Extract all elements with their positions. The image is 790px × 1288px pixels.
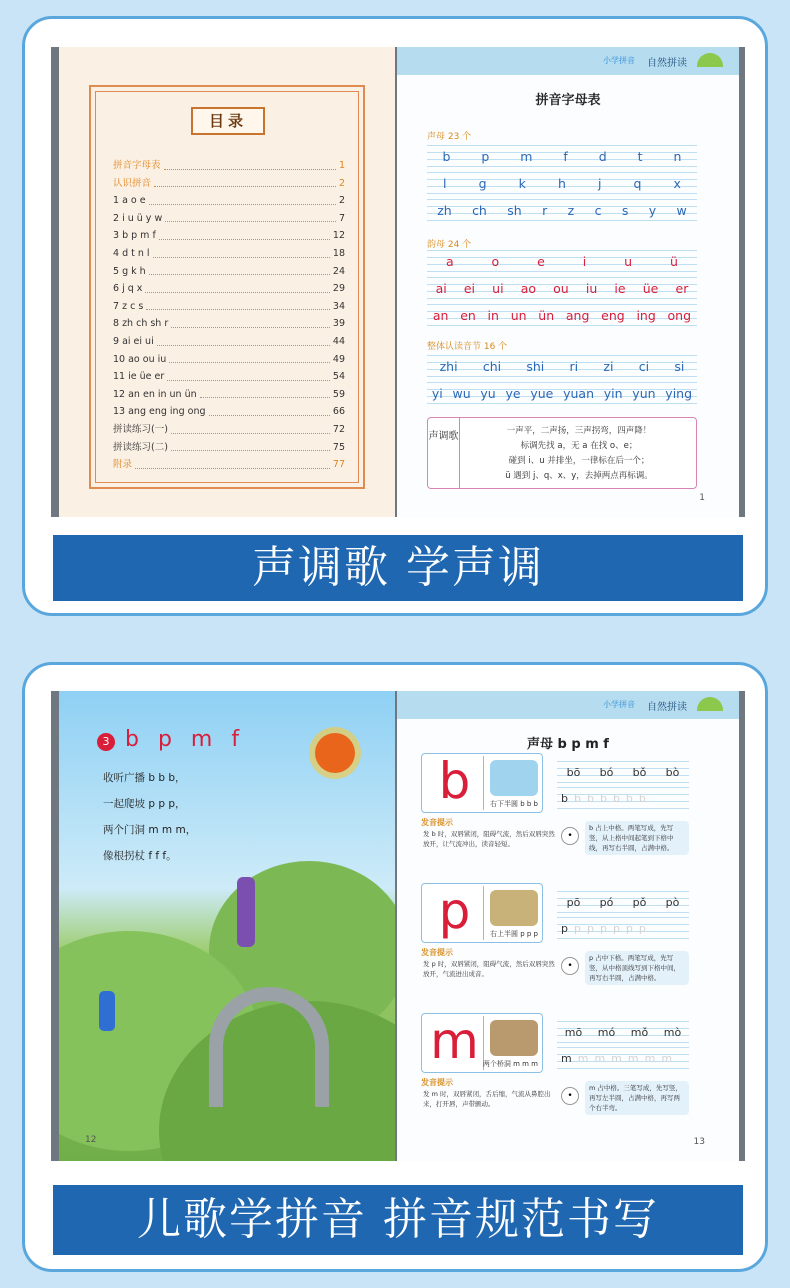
toc-label: 1 a o e	[113, 195, 146, 207]
sun-icon	[315, 733, 355, 773]
trace-letter: m	[561, 1051, 572, 1065]
letter-picture	[490, 1020, 538, 1056]
writing-page	[397, 691, 739, 1161]
toc-label: 9 ai ei ui	[113, 335, 154, 347]
whole-syllable: zhi	[439, 358, 458, 374]
hiker-figure	[237, 877, 255, 947]
whole-syllable: yun	[632, 385, 656, 401]
bottom-panel	[22, 662, 768, 1272]
tip-heading: 发音提示	[421, 818, 453, 827]
toc-page-number: 44	[332, 335, 345, 347]
toc-page-number: 54	[332, 371, 345, 383]
bottom-banner: 儿歌学拼音 拼音规范书写	[53, 1185, 743, 1255]
trace-row	[557, 787, 689, 809]
final: ing	[636, 307, 656, 323]
initial: n	[673, 148, 682, 164]
toc-label: 5 g k h	[113, 265, 146, 277]
toc-page-number: 2	[338, 195, 345, 207]
song-line: 标调先找 a，无 a 在找 o、e；	[520, 441, 638, 451]
initial: z	[567, 202, 575, 218]
initial: k	[518, 175, 526, 191]
open-book-top	[51, 47, 745, 517]
initial: d	[598, 148, 607, 164]
page-header	[397, 47, 739, 75]
alphabet-page	[397, 47, 739, 517]
tone-syllable: mó	[597, 1025, 616, 1039]
initial: c	[594, 202, 602, 218]
tone-syllable: bō	[566, 765, 581, 779]
toc-dots	[165, 210, 336, 223]
final: ei	[463, 280, 476, 296]
initial: m	[520, 148, 533, 164]
song-line: ü 遇到 j、q、x、y，去掉两点再标调。	[505, 471, 653, 481]
final: ao	[520, 280, 537, 296]
finals-row	[427, 277, 697, 299]
initials-row	[427, 172, 697, 194]
toc-dots	[169, 351, 330, 364]
big-letter: p	[426, 886, 484, 940]
trace-ghost: p	[599, 921, 607, 935]
toc-dots	[145, 280, 330, 293]
tone-song-label: 声调歌	[428, 418, 460, 488]
final: ün	[538, 307, 555, 323]
pronunciation-tip	[421, 1077, 689, 1123]
poem-line: 两个门洞 m m m，	[103, 824, 197, 836]
toc-page-number: 7	[338, 212, 345, 224]
initial: h	[557, 175, 566, 191]
top-banner: 声调歌 学声调	[53, 535, 743, 601]
initial: sh	[507, 202, 522, 218]
toc-label: 7 z c s	[113, 300, 144, 312]
pronunciation-tip	[421, 817, 689, 863]
initial: x	[673, 175, 681, 191]
toc-row	[113, 386, 345, 404]
trace-letter: p	[561, 921, 568, 935]
toc-row	[113, 351, 345, 369]
toc-list	[113, 157, 345, 474]
final: ang	[565, 307, 590, 323]
lesson-poem	[103, 765, 196, 869]
toc-dots	[167, 368, 330, 381]
toc-dots	[149, 263, 330, 276]
illustration-page	[59, 691, 395, 1161]
writing-bubble: p 占中下格。两笔写成，先写竖，从中格顶线写到下格中间，再写右半圆，占满中格。	[585, 951, 689, 985]
toc-dots	[154, 175, 336, 188]
toc-label: 8 zh ch sh r	[113, 318, 169, 330]
toc-label: 附录	[113, 459, 133, 471]
toc-page-number: 77	[332, 459, 345, 471]
toc-row	[113, 421, 345, 439]
toc-page-number: 39	[332, 318, 345, 330]
toc-label: 10 ao ou iu	[113, 353, 167, 365]
header-title: 自然拼读	[647, 58, 687, 69]
toc-label: 2 i u ü y w	[113, 212, 163, 224]
toc-dots	[146, 298, 330, 311]
lesson-title: b p m f	[125, 727, 246, 752]
writing-title: 声母 b p m f	[527, 737, 609, 752]
tone-song-text	[468, 424, 690, 484]
final: ou	[553, 280, 569, 296]
initial: t	[637, 148, 643, 164]
tone-syllable: mō	[564, 1025, 583, 1039]
tone-syllable: pō	[566, 895, 581, 909]
child-figure	[99, 991, 115, 1031]
toc-row	[113, 439, 345, 457]
trace-ghost: b	[625, 791, 633, 805]
whole-heading: 整体认读音节 16 个	[427, 342, 508, 352]
final: er	[675, 280, 689, 296]
toc-label: 13 ang eng ing ong	[113, 406, 206, 418]
initial: y	[648, 202, 657, 218]
trace-ghost: b	[638, 791, 646, 805]
tip-text: 发 m 时，双唇紧闭，舌后缩，气流从鼻腔出来，打开唇，声带颤动。	[423, 1090, 551, 1108]
toc-dots	[200, 386, 330, 399]
final: iu	[585, 280, 598, 296]
toc-label: 6 j q x	[113, 283, 143, 295]
tone-row	[557, 1021, 689, 1043]
toc-row	[113, 192, 345, 210]
toc-row	[113, 245, 345, 263]
page-number: 13	[693, 1137, 705, 1147]
initials-heading: 声母 23 个	[427, 132, 472, 142]
trace-ghost: m	[627, 1051, 639, 1065]
whole-syllable: si	[674, 358, 685, 374]
pronunciation-tip	[421, 947, 689, 993]
final: ai	[435, 280, 447, 296]
trace-ghost: b	[612, 791, 620, 805]
trace-ghost: m	[661, 1051, 673, 1065]
final: a	[445, 253, 454, 269]
initials-row	[427, 199, 697, 221]
toc-dots	[171, 315, 330, 328]
whole-syllable: yu	[480, 385, 496, 401]
toc-label: 认识拼音	[113, 177, 152, 189]
whole-row	[427, 355, 697, 377]
final: ong	[667, 307, 692, 323]
page-header	[397, 691, 739, 719]
initial: f	[563, 148, 568, 164]
trace-ghost: b	[586, 791, 594, 805]
tone-row	[557, 761, 689, 783]
tone-syllable: bǒ	[632, 765, 647, 779]
finals-heading: 韵母 24 个	[427, 240, 472, 250]
mascot-icon: •	[561, 957, 579, 975]
tone-row	[557, 891, 689, 913]
toc-page-number: 66	[332, 406, 345, 418]
toc-page-number: 75	[332, 441, 345, 453]
final: üe	[642, 280, 659, 296]
big-letter: b	[426, 756, 484, 810]
toc-page	[59, 47, 395, 517]
toc-row	[113, 315, 345, 333]
finals-row	[427, 304, 697, 326]
initial: zh	[437, 202, 452, 218]
big-letter: m	[426, 1016, 484, 1070]
whole-syllable: yin	[603, 385, 623, 401]
toc-page-number: 18	[332, 247, 345, 259]
toc-row	[113, 298, 345, 316]
initial: s	[621, 202, 629, 218]
initial: l	[443, 175, 447, 191]
mascot-icon: •	[561, 827, 579, 845]
m-arch	[209, 987, 329, 1107]
tip-text: 发 p 时，双唇紧闭，阻碍气流，然后双唇突然放开，气流迸出成音。	[423, 960, 555, 978]
toc-page-number: 12	[332, 230, 345, 242]
toc-frame	[89, 85, 365, 489]
trace-ghost: b	[599, 791, 607, 805]
letter-picture	[490, 760, 538, 796]
trace-ghost: m	[594, 1051, 606, 1065]
mascot-icon: •	[561, 1087, 579, 1105]
initials-row	[427, 145, 697, 167]
song-line: 碰到 i、u 并排坐，一律标在后一个；	[508, 456, 650, 466]
whole-syllable: ye	[505, 385, 521, 401]
toc-page-number: 2	[338, 177, 345, 189]
writing-bubble: m 占中格。三笔写成，先写竖，再写左半圆，占满中格，再写两个右半弯。	[585, 1081, 689, 1115]
whole-syllable: ci	[638, 358, 650, 374]
tone-syllable: mǒ	[630, 1025, 649, 1039]
toc-row	[113, 456, 345, 474]
tip-text: 发 b 时，双唇紧闭，阻碍气流，然后双唇突然放开，让气流冲出，读音轻短。	[423, 830, 555, 848]
final: i	[582, 253, 587, 269]
toc-label: 11 ie üe er	[113, 371, 165, 383]
toc-dots	[153, 245, 330, 258]
toc-label: 3 b p m f	[113, 230, 156, 242]
trace-ghost: p	[638, 921, 646, 935]
poem-line: 收听广播 b b b，	[103, 772, 186, 784]
trace-ghost: m	[577, 1051, 589, 1065]
rainbow-icon	[697, 697, 723, 711]
whole-syllable: yue	[530, 385, 554, 401]
trace-row	[557, 1047, 689, 1069]
trace-ghost: p	[573, 921, 581, 935]
page-number: 1	[699, 493, 705, 503]
trace-ghost: p	[612, 921, 620, 935]
toc-page-number: 1	[338, 160, 345, 171]
toc-label: 拼读练习(一)	[113, 423, 168, 435]
trace-ghost: p	[625, 921, 633, 935]
letter-card	[421, 753, 543, 813]
open-book-bottom	[51, 691, 745, 1161]
final: u	[624, 253, 633, 269]
final: o	[491, 253, 500, 269]
whole-syllable: wu	[452, 385, 471, 401]
toc-page-number: 49	[332, 353, 345, 365]
toc-page-number: 72	[332, 423, 345, 435]
trace-ghost: m	[644, 1051, 656, 1065]
whole-row	[427, 382, 697, 404]
final: en	[460, 307, 476, 323]
header-tag: 小学拼音	[603, 700, 635, 709]
toc-dots	[159, 227, 330, 240]
toc-title: 目录	[191, 107, 265, 135]
whole-syllable: yi	[431, 385, 443, 401]
finals-row	[427, 250, 697, 272]
trace-row	[557, 917, 689, 939]
whole-syllable: ying	[665, 385, 693, 401]
initial: j	[597, 175, 602, 191]
toc-label: 拼读练习(二)	[113, 441, 168, 453]
toc-row	[113, 175, 345, 193]
initial: ch	[472, 202, 487, 218]
initial: r	[542, 202, 548, 218]
final: an	[432, 307, 449, 323]
initial: w	[676, 202, 687, 218]
initial: b	[442, 148, 451, 164]
toc-dots	[149, 192, 336, 205]
initial: g	[478, 175, 487, 191]
trace-ghost: p	[586, 921, 594, 935]
toc-row	[113, 333, 345, 351]
final: ui	[492, 280, 504, 296]
poem-line: 像根拐杖 f f f。	[103, 850, 177, 862]
tone-syllable: pó	[599, 895, 614, 909]
toc-dots	[135, 456, 330, 469]
toc-page-number: 59	[332, 388, 345, 400]
final: ü	[670, 253, 678, 269]
toc-dots	[164, 157, 336, 170]
rainbow-icon	[697, 53, 723, 67]
toc-row	[113, 263, 345, 281]
tone-syllable: pǒ	[632, 895, 647, 909]
lesson-number: 3	[97, 733, 115, 751]
toc-dots	[171, 439, 330, 452]
header-title: 自然拼读	[647, 702, 687, 713]
toc-row	[113, 210, 345, 228]
toc-dots	[171, 421, 330, 434]
toc-page-number: 29	[332, 283, 345, 295]
whole-syllable: shi	[526, 358, 545, 374]
toc-dots	[209, 403, 330, 416]
final: ie	[614, 280, 626, 296]
trace-letter: b	[561, 791, 568, 805]
toc-label: 拼音字母表	[113, 160, 161, 171]
tip-heading: 发音提示	[421, 1078, 453, 1087]
whole-syllable: ri	[569, 358, 579, 374]
letter-card	[421, 883, 543, 943]
toc-dots	[157, 333, 330, 346]
tone-syllable: bò	[665, 765, 680, 779]
tip-heading: 发音提示	[421, 948, 453, 957]
toc-row	[113, 280, 345, 298]
whole-syllable: yuan	[563, 385, 594, 401]
alphabet-title: 拼音字母表	[535, 93, 601, 108]
letter-caption: 右下半圆 b b b	[489, 800, 538, 808]
final: e	[537, 253, 545, 269]
writing-bubble: b 占上中格。两笔写成，先写竖，从上格中间起笔到下格中线，再写右半圆，占满中格。	[585, 821, 689, 855]
top-panel	[22, 16, 768, 616]
final: eng	[601, 307, 625, 323]
trace-ghost: m	[611, 1051, 622, 1065]
initial: q	[633, 175, 642, 191]
tone-syllable: bó	[599, 765, 614, 779]
toc-page-number: 24	[332, 265, 345, 277]
letter-caption: 右上半圆 p p p	[489, 930, 538, 938]
letter-caption: 两个桥洞 m m m	[482, 1060, 538, 1068]
letter-card	[421, 1013, 543, 1073]
tone-syllable: mò	[663, 1025, 682, 1039]
toc-label: 4 d t n l	[113, 247, 150, 259]
tone-song-box	[427, 417, 697, 489]
whole-syllable: chi	[482, 358, 502, 374]
toc-row	[113, 227, 345, 245]
letter-picture	[490, 890, 538, 926]
trace-ghost: b	[573, 791, 581, 805]
poem-line: 一起爬坡 p p p，	[103, 798, 186, 810]
initial: p	[481, 148, 490, 164]
toc-page-number: 34	[332, 300, 345, 312]
tone-syllable: pò	[665, 895, 680, 909]
song-line: 一声平，二声扬，三声拐弯，四声降！	[506, 426, 652, 436]
page-number: 12	[85, 1135, 97, 1145]
final: un	[510, 307, 527, 323]
header-tag: 小学拼音	[603, 56, 635, 65]
toc-row	[113, 368, 345, 386]
toc-row	[113, 157, 345, 175]
final: in	[487, 307, 499, 323]
toc-label: 12 an en in un ün	[113, 388, 197, 400]
whole-syllable: zi	[603, 358, 614, 374]
toc-row	[113, 403, 345, 421]
